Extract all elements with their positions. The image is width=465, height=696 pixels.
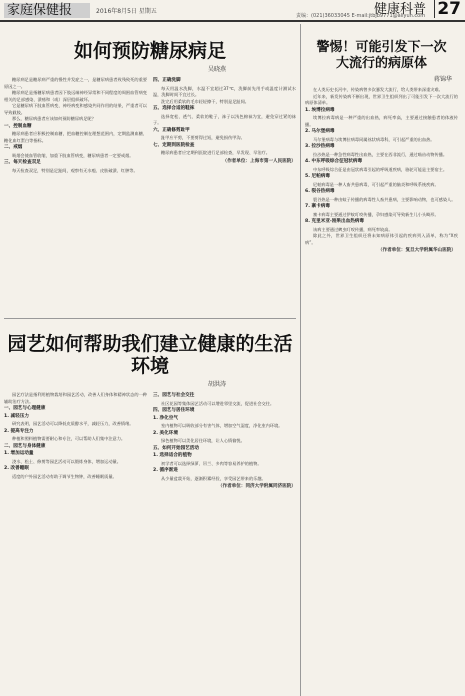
- article-gardening-health: [4, 318, 296, 695]
- article-pandemic-pathogens: [300, 24, 462, 696]
- paragraph: 每天用温水洗脚，水温不宜超过37℃，洗脚前先用手或温度计测试水温，洗脚时间不宜过长。: [153, 85, 296, 97]
- subheading: 3. 拉沙热病毒: [305, 144, 335, 149]
- article-column: [153, 392, 296, 490]
- paragraph: 初学者可以选择绿萝、吊兰、多肉等容易养护的植物。: [161, 460, 262, 466]
- subheading: 三、每天检查双足: [4, 160, 41, 165]
- author-affiliation: （作者单位：同济大学附属同济医院）: [217, 484, 296, 489]
- article-author: 蒋锦华: [433, 76, 452, 83]
- paragraph: 吸烟会使血管收缩，加重下肢血管病变，糖尿病患者一定要戒烟。: [12, 152, 134, 158]
- article-title-line1: 警惕！可能引发下一次: [316, 40, 447, 55]
- subheading: 六、正确修剪趾甲: [153, 127, 190, 133]
- author-affiliation: （作者单位：上海市第一人民医院）: [222, 158, 296, 164]
- paragraph: 园艺疗法是指利用植物栽培和园艺活动，改善人们身体和精神状态的一种辅助治疗方法。: [4, 392, 147, 404]
- subheading: 四、正确洗脚: [153, 78, 181, 83]
- paragraph: 埃博拉病毒病是一种严重的出血热，病死率高，主要通过接触患者的体液传播。: [305, 115, 458, 127]
- subheading: 1. 减轻压力: [4, 413, 29, 419]
- editor-contact: 责编：(021)36033045 E-mail:jtbjb9771@aliyun.com: [296, 13, 426, 19]
- paragraph: 裂谷热是一种由蚊子传播的病毒性人畜共患病，主要影响动物，也可感染人。: [313, 196, 456, 202]
- paragraph: 选择宽松、透气、柔软的鞋子，袜子以浅色棉袜为宜，避免穿过紧的袜子。: [153, 113, 296, 125]
- subheading: 5. 尼帕病毒: [305, 174, 330, 179]
- paragraph: 社区花园等集体园艺活动可以增进邻里交流，促进社会交往。: [161, 400, 275, 406]
- subheading: 1. 净化空气: [153, 415, 178, 421]
- article-column: [4, 77, 147, 174]
- paragraph: 在人类历史长河中，传染病曾多次暴发大流行，给人类带来深重灾难。: [313, 87, 443, 92]
- paragraph: 它是糖尿病下肢血管病变、神经病变和感染共同作用的结果，严重者可以导致截肢。: [4, 103, 147, 115]
- subheading: 2. 美化环境: [153, 430, 178, 436]
- subheading: 4. 中东呼吸综合征冠状病毒: [305, 159, 363, 164]
- subheading: 一、控制血糖: [4, 123, 32, 129]
- paragraph: 中东呼吸综合征是由冠状病毒引起的呼吸道疾病，骆驼可能是主要宿主。: [313, 166, 448, 172]
- page-number: 27: [434, 0, 461, 18]
- paragraph: 糖尿病足是指糖尿病患者因下肢远端神经异常和不同程度的周围血管病变相关的足部感染、溃疡和（或）深层组织破坏。: [4, 90, 147, 102]
- article-title-line2: 大流行的病原体: [335, 56, 427, 71]
- subheading: 五、选择合适的鞋袜: [153, 106, 195, 111]
- paragraph: 室内植物可以吸收部分有害气体，增加空气湿度，净化室内环境。: [161, 423, 283, 428]
- subheading: 2. 提高专注力: [4, 428, 34, 434]
- paragraph: 绿色植物可以美化居住环境，让人心情愉悦。: [161, 438, 245, 443]
- subheading: 七、定期到医院检查: [153, 142, 195, 148]
- subheading: 三、园艺与社会交往: [153, 393, 195, 398]
- subheading: 1. 选择适合的植物: [153, 453, 192, 458]
- paragraph: 从少量盆栽开始，逐渐积累经验，享受园艺带来的乐趣。: [161, 475, 266, 481]
- paragraph: 糖尿病足是糖尿病严重的慢性并发症之一，是糖尿病患者致残致死的重要原因之一。: [4, 77, 147, 89]
- paragraph: 寨卡病毒主要通过伊蚊叮咬传播，孕妇感染可导致新生儿小头畸形。: [313, 211, 439, 217]
- subheading: 2. 循序渐进: [153, 468, 178, 473]
- issue-date: 2016年8月5日 星期五: [96, 8, 157, 15]
- subheading: 8. 克里米亚-刚果出血热病毒: [305, 219, 364, 224]
- subheading: 1. 埃博拉病毒: [305, 107, 335, 113]
- section-title: 健康科普: [374, 2, 427, 17]
- article-title: 如何预防糖尿病足: [73, 40, 226, 62]
- subheading: 一、园艺与心理健康: [4, 406, 46, 411]
- paragraph: 尼帕病毒是一种人畜共患病毒，可引起严重的脑炎和呼吸系统疾病。: [313, 181, 439, 187]
- paragraph: 浇水、松土、修剪等园艺活动可以锻炼身体，增加运动量。: [12, 458, 121, 464]
- article-column: [153, 77, 296, 174]
- paragraph: 每天检查双足，特别是足趾间，观察有无水疱、皮肤破溃、红肿等。: [12, 167, 138, 173]
- article-title: 园艺如何帮助我们建立健康的生活环境: [7, 333, 293, 377]
- author-affiliation: （作者单位：复旦大学附属华山医院）: [377, 248, 456, 253]
- article-column: [4, 392, 147, 490]
- subheading: 二、戒烟: [4, 145, 23, 150]
- subheading: 五、如何开始园艺活动: [153, 445, 199, 451]
- paragraph: 该病主要通过蜱虫叮咬传播，病死率较高。: [313, 226, 393, 232]
- article-author: 胡洪涛: [207, 381, 226, 388]
- page-header: [0, 0, 465, 22]
- paragraph: 除此之外，世界卫生组织还将未知病原体引起的疾病列入清单，称为“X疾病”。: [305, 233, 458, 245]
- article-diabetic-foot: [4, 24, 296, 314]
- paragraph: 洗完后用柔软的毛巾轻轻擦干，特别是足趾间。: [161, 98, 249, 104]
- paragraph: 糖尿病患者应积极控制血糖，把血糖控制在理想范围内，定期监测血糖、糖化血红蛋白等指标。: [4, 131, 147, 143]
- subheading: 1. 增加运动量: [4, 451, 34, 456]
- newspaper-name: 家庭保健报: [7, 3, 73, 18]
- subheading: 2. 马尔堡病毒: [305, 129, 335, 134]
- paragraph: 拉沙热是一种急性病毒性出血热，主要在西非流行，通过啮齿动物传播。: [313, 151, 448, 157]
- paragraph: 近年来，新发传染病不断出现，世界卫生组织列出了可能引发下一次大流行的病原体清单。: [305, 93, 458, 105]
- article-author: 吴晓燕: [207, 66, 226, 73]
- subheading: 6. 裂谷热病毒: [305, 189, 335, 194]
- paragraph: 研究表明，园艺活动可以降低皮质醇水平，减轻压力，改善情绪。: [12, 421, 134, 426]
- paragraph: 适度的户外园艺活动有助于调节生物钟，改善睡眠质量。: [12, 473, 117, 479]
- subheading: 四、园艺与居住环境: [153, 408, 195, 413]
- subheading: 7. 寨卡病毒: [305, 204, 330, 209]
- paragraph: 那么，糖尿病患者应该如何预防糖尿病足呢？: [12, 116, 96, 121]
- paragraph: 种植和照料植物需要耐心和专注，可以帮助人们集中注意力。: [12, 436, 126, 441]
- paragraph: 趾甲应平剪，不要剪得过短，避免损伤甲沟。: [161, 135, 245, 140]
- paragraph: 马尔堡病毒与埃博拉病毒同属丝状病毒科，可引起严重的出血热。: [313, 136, 435, 142]
- subheading: 2. 改善睡眠: [4, 466, 29, 471]
- paragraph: 糖尿病患者应定期到医院进行足部检查，早发现、早治疗。: [161, 150, 270, 155]
- subheading: 二、园艺与身体健康: [4, 443, 46, 449]
